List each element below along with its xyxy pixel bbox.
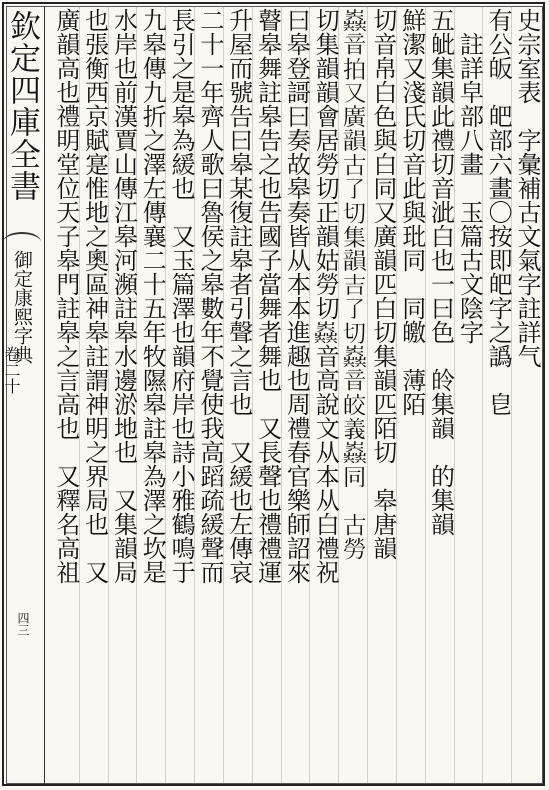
page-number: 四三: [16, 612, 30, 636]
text-column: [138, 8, 165, 783]
book-title: 欽定四庫全書: [4, 10, 40, 202]
volume-label: 卷二十: [2, 346, 21, 394]
text-column: [340, 8, 367, 783]
column-text: 切音帛白色與白同又廣韻匹白切集韻匹陌切 皋唐韻: [368, 8, 397, 560]
margin-separator: [44, 6, 45, 784]
text-column: [513, 8, 540, 783]
text-column: [311, 8, 338, 783]
text-column: [283, 8, 310, 783]
text-column: [427, 8, 454, 783]
column-text: 瞽皋舞註皋告之也告國子當舞者舞也 又長聲也禮禮運: [253, 8, 282, 584]
text-column: [81, 8, 108, 783]
column-text: 有公皈 皅部六畫〇按即皅字之譌 皀: [484, 8, 513, 416]
column-text: 也張衡西京賦寔惟地之奧區神皋註謂神明之界局也 又: [80, 8, 109, 584]
text-column: [196, 8, 223, 783]
text-column: [167, 8, 194, 783]
column-text: 鮮潔又淺氏切音此與玭同 同皦 薄陌: [397, 8, 426, 416]
text-column: [484, 8, 511, 783]
text-column: [254, 8, 281, 783]
page-margin: [0, 0, 44, 790]
text-column: [456, 8, 483, 783]
column-text: 升屋而號告曰皋某復註皋者引聲之言也 又緩也左傳哀: [224, 8, 253, 584]
column-text: 廣韻高也禮明堂位天子皋門註皋之言高也 又釋名高祖: [51, 8, 80, 584]
column-text: 𡴫音拍又廣韻古了切集韻吉了切𡴫音皎義𡴫同 古勞: [340, 8, 369, 560]
column-text: 九皋傳九折之澤左傳襄二十五年牧隰皋註皋為澤之坎是: [138, 8, 167, 584]
column-text: 曰皋登謌曰奏故皋奏皆从本本進趣也周禮春官樂師詔來: [282, 8, 311, 584]
text-column: [398, 8, 425, 783]
text-column: [369, 8, 396, 783]
column-text: 註詳皁部八畫 玉篇古文陰字: [455, 8, 484, 344]
text-column: [52, 8, 79, 783]
column-text: 長引之是皋為緩也 又玉篇澤也韻府岸也詩小雅鶴鳴于: [167, 8, 196, 584]
column-text: 水岸也前漢賈山傳江皋河瀕註皋水邊淤地也 又集韻局: [109, 8, 138, 584]
text-column: [225, 8, 252, 783]
fishtail-ornament: [3, 232, 41, 252]
text-column: [110, 8, 137, 783]
column-text: 切集韻韻會居勞切正韻姑勞切𡴫音高說文从本从白禮祝: [311, 8, 340, 584]
sub-title: 御定康熙字典: [11, 250, 33, 364]
column-text: 五皉集韻此禮切音泚白也一曰色 皊集韻 的集韻: [426, 8, 455, 536]
column-text: 二十一年齊人歌曰魯侯之皋數年不覺使我高蹈疏緩聲而: [195, 8, 224, 584]
column-text: 史宗室表 字彙補古文氣字註詳气: [513, 8, 541, 368]
